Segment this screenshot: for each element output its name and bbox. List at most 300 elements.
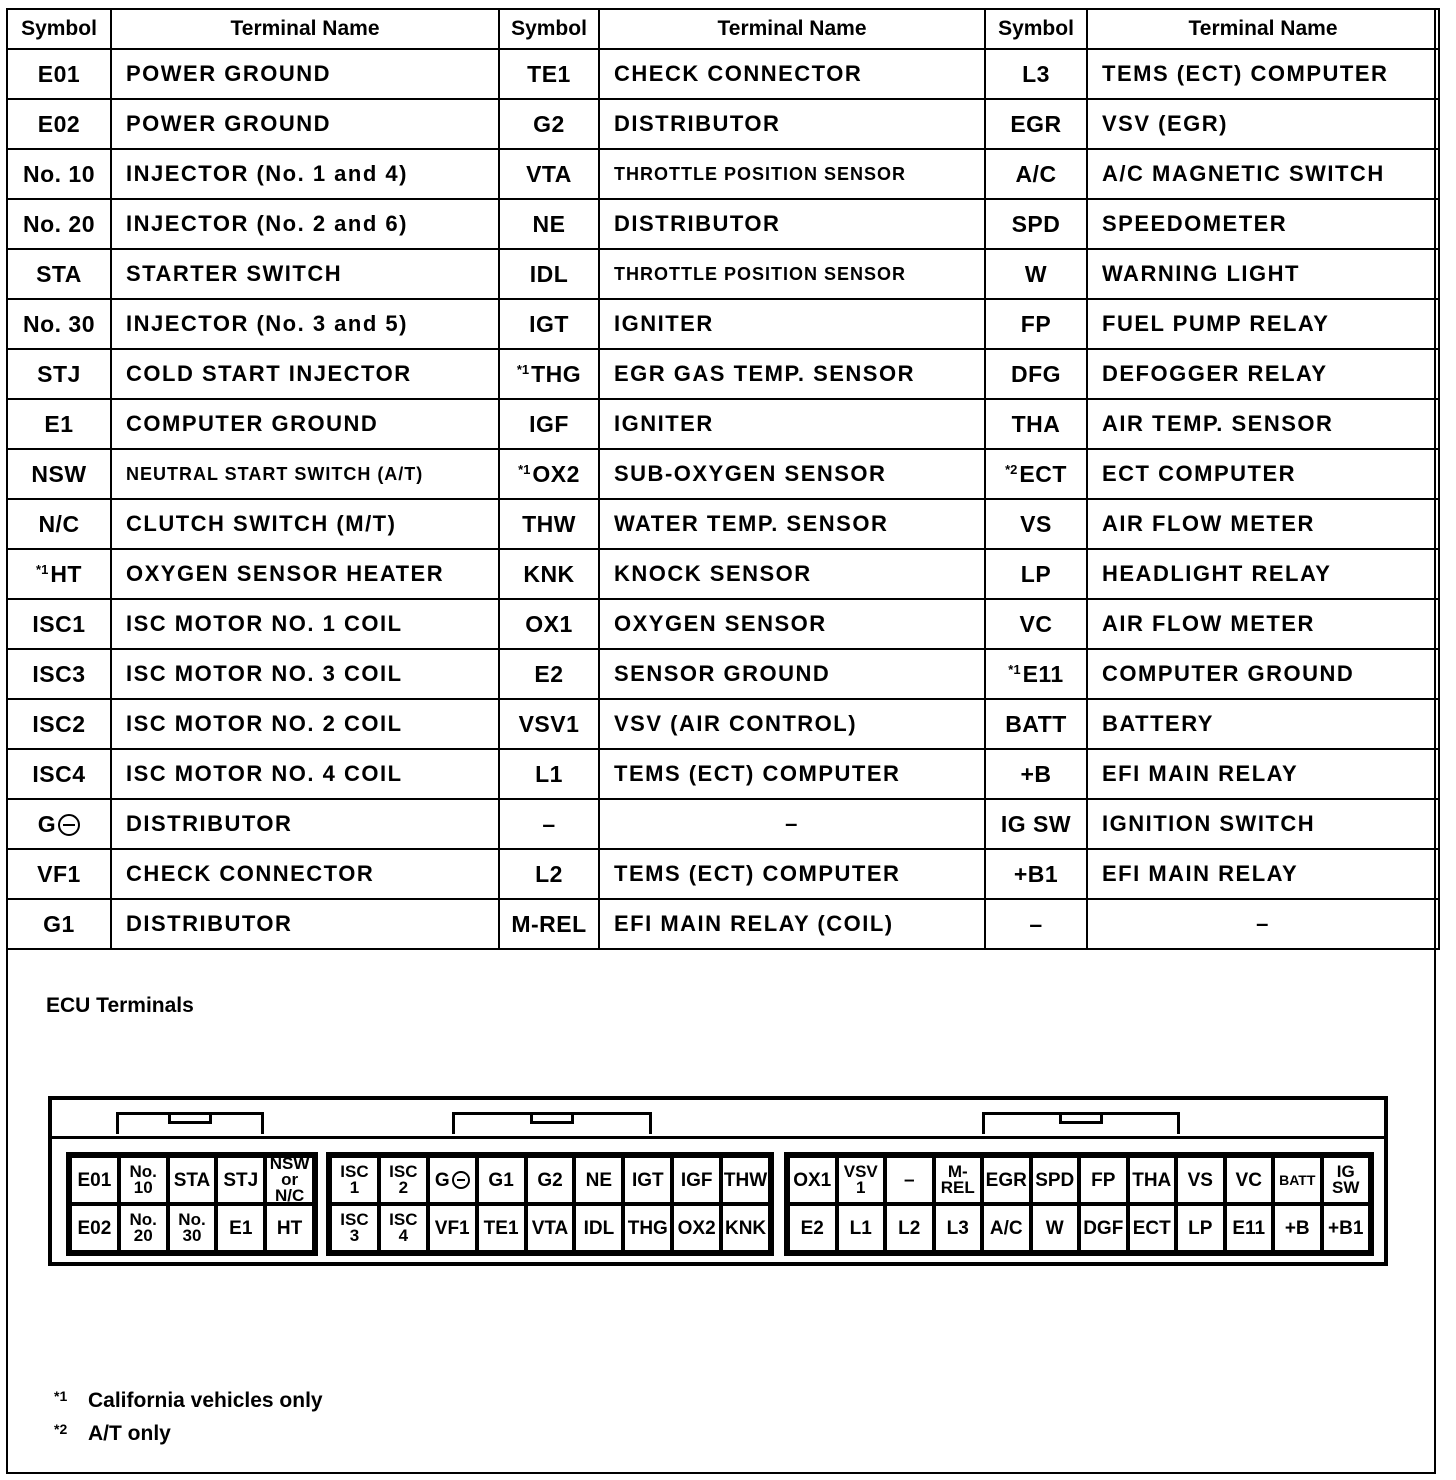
connector-pin [885,1156,934,1204]
terminal-symbol [985,299,1087,349]
terminal-symbol [499,699,599,749]
terminal-name: DISTRIBUTOR [111,899,499,949]
symbol-text: E02 [37,110,81,137]
symbol-text: No. 20 [22,210,96,237]
terminal-name: EFI MAIN RELAY (COIL) [599,899,985,949]
symbol-text: E01 [37,60,81,87]
symbol-text: VC [1019,610,1053,637]
terminal-name-header: Terminal Name [111,9,499,49]
footnote-mark: *2 [54,1421,68,1437]
terminal-symbol [7,249,111,299]
connector-block-3 [784,1152,1374,1256]
symbol-text: G [37,810,57,837]
symbol-text: VTA [526,160,572,187]
terminal-name: NEUTRAL START SWITCH (A/T) [111,449,499,499]
terminal-name: ISC MOTOR NO. 3 COIL [111,649,499,699]
connector-pin [1031,1204,1080,1252]
symbol-text: DFG [1010,360,1062,387]
connector-pin [1176,1156,1225,1204]
symbol-text: W [1024,260,1048,287]
terminal-symbol [7,749,111,799]
terminal-name: A/C MAGNETIC SWITCH [1087,149,1439,199]
symbol-text: TE1 [527,60,571,87]
terminal-name: WATER TEMP. SENSOR [599,499,985,549]
table-row [7,149,1439,199]
connector-pin [885,1204,934,1252]
connector-pin [672,1156,721,1204]
table-row [7,449,1439,499]
table-row [7,799,1439,849]
symbol-text: No. 30 [22,310,96,337]
terminal-symbol [499,299,599,349]
terminal-name: DEFOGGER RELAY [1087,349,1439,399]
terminal-symbol [7,299,111,349]
pin-label: VSV 1 [843,1162,878,1197]
terminal-name: SPEEDOMETER [1087,199,1439,249]
pin-label: VTA [531,1217,569,1239]
terminal-name-header: Terminal Name [599,9,985,49]
terminal-name: CLUTCH SWITCH (M/T) [111,499,499,549]
terminal-symbol [985,449,1087,499]
symbol-text: IGF [529,410,569,437]
symbol-text: IGT [529,310,569,337]
symbol-text: L3 [1022,60,1050,87]
terminal-name: CHECK CONNECTOR [599,49,985,99]
symbol-text: STA [36,260,82,287]
terminal-name: COMPUTER GROUND [111,399,499,449]
terminal-name: – [599,799,985,849]
terminal-symbol [499,549,599,599]
symbol-text: VSV1 [518,710,580,737]
symbol-header: Symbol [7,9,111,49]
pin-label: VS [1187,1169,1213,1191]
symbol-text: No. 10 [22,160,96,187]
terminal-name: OXYGEN SENSOR HEATER [111,549,499,599]
terminal-symbol [499,599,599,649]
terminal-symbol [7,99,111,149]
symbol-text: VF1 [37,860,81,887]
symbol-text: – [542,810,556,837]
footnote-mark: *1 [516,361,530,377]
pin-label: – [903,1169,915,1191]
pin-label: M- REL [940,1162,975,1197]
symbol-text: VS [1020,510,1052,537]
terminal-symbol [7,449,111,499]
symbol-text: NSW [31,460,87,487]
symbol-text: ISC2 [32,710,86,737]
terminal-symbol [985,99,1087,149]
pin-label: IGT [631,1169,664,1191]
pin-label: THA [1132,1169,1172,1191]
pin-label: L3 [946,1217,969,1239]
pin-label: G2 [537,1169,563,1191]
table-row [7,699,1439,749]
circle-minus-icon [58,814,80,836]
terminal-symbol [499,749,599,799]
terminal-name: EFI MAIN RELAY [1087,849,1439,899]
terminal-name: ECT COMPUTER [1087,449,1439,499]
pin-label: E2 [800,1217,824,1239]
terminal-symbol [499,249,599,299]
terminal-name: SENSOR GROUND [599,649,985,699]
connector-pin [1225,1156,1274,1204]
terminal-name: WARNING LIGHT [1087,249,1439,299]
symbol-text: A/C [1015,160,1057,187]
pin-label: No. 10 [129,1162,157,1197]
symbol-text: L1 [535,760,563,787]
connector-pin [934,1156,983,1204]
terminal-symbol [985,349,1087,399]
terminal-name: ISC MOTOR NO. 2 COIL [111,699,499,749]
connector-pin [721,1156,770,1204]
footnote-mark: *1 [518,461,531,477]
table-row [7,249,1439,299]
pin-label: G1 [488,1169,514,1191]
terminal-symbol [499,399,599,449]
pin-label: IDL [583,1217,615,1239]
footnotes [54,1382,323,1448]
pin-label: W [1045,1217,1064,1239]
symbol-text: KNK [523,560,575,587]
footnote-text: California vehicles only [88,1389,323,1412]
terminal-symbol [7,599,111,649]
connector-pin [1079,1156,1128,1204]
terminal-name: AIR FLOW METER [1087,499,1439,549]
terminal-symbol [499,499,599,549]
connector-pin [168,1204,217,1252]
connector-pin [526,1204,575,1252]
pin-label: EGR [985,1169,1027,1191]
connector-pin [216,1156,265,1204]
pin-label: ISC 4 [389,1210,418,1245]
footnote [54,1382,323,1415]
connector-pin [526,1156,575,1204]
table-row [7,599,1439,649]
terminal-symbol [985,199,1087,249]
connector-pin [788,1204,837,1252]
connector-pin [982,1156,1031,1204]
connector-pin [216,1204,265,1252]
terminal-name: CHECK CONNECTOR [111,849,499,899]
footnote-text: A/T only [88,1422,171,1445]
document-page [6,8,1436,1474]
pin-label: ECT [1132,1217,1171,1239]
terminal-name-header: Terminal Name [1087,9,1439,49]
terminal-name: EGR GAS TEMP. SENSOR [599,349,985,399]
terminal-name: TEMS (ECT) COMPUTER [599,749,985,799]
symbol-text: ISC3 [32,660,86,687]
terminal-symbol [499,649,599,699]
connector-pin [330,1156,379,1204]
symbol-text: M-REL [511,910,587,937]
pin-label: KNK [724,1217,767,1239]
diagram-title: ECU Terminals [46,994,194,1017]
connector-pin [119,1204,168,1252]
terminal-symbol [985,149,1087,199]
terminal-name: VSV (EGR) [1087,99,1439,149]
table-row [7,349,1439,399]
symbol-text: OX2 [532,460,580,487]
terminal-symbol [499,99,599,149]
table-row [7,399,1439,449]
terminal-symbol [499,849,599,899]
pin-label: IGF [680,1169,713,1191]
connector-pin [1128,1204,1177,1252]
pin-label: OX1 [793,1169,832,1191]
connector-pin [623,1204,672,1252]
connector-pin [837,1204,886,1252]
terminal-symbol [7,849,111,899]
terminal-name: TEMS (ECT) COMPUTER [599,849,985,899]
terminal-name: IGNITER [599,299,985,349]
terminal-name: FUEL PUMP RELAY [1087,299,1439,349]
terminal-symbol [985,549,1087,599]
symbol-text: E1 [44,410,74,437]
connector-pin [477,1156,526,1204]
terminal-symbol [7,149,111,199]
pin-label: IG SW [1332,1162,1360,1197]
terminal-name: DISTRIBUTOR [599,99,985,149]
pin-label: VF1 [434,1217,470,1239]
connector-pin [168,1156,217,1204]
pin-label: E1 [229,1217,253,1239]
terminal-name: – [1087,899,1439,949]
terminal-symbol [985,599,1087,649]
pin-label: No. 30 [178,1210,206,1245]
connector-pin [379,1204,428,1252]
symbol-text: +B1 [1013,860,1059,887]
symbol-text: G2 [533,110,565,137]
terminal-name: KNOCK SENSOR [599,549,985,599]
pin-label: E02 [77,1217,112,1239]
connector-pin [574,1156,623,1204]
pin-label: L1 [849,1217,872,1239]
footnote-mark: *1 [1008,661,1021,677]
connector-pin [1031,1156,1080,1204]
terminal-name: IGNITER [599,399,985,449]
table-row [7,749,1439,799]
terminal-symbol [7,49,111,99]
pin-label: LP [1188,1217,1213,1239]
symbol-text: IG SW [1000,810,1072,837]
symbol-text: L2 [535,860,563,887]
pin-label: VC [1235,1169,1262,1191]
connector-pin [265,1156,314,1204]
symbol-text: E11 [1022,660,1064,687]
pin-label: SPD [1035,1169,1075,1191]
terminal-name: THROTTLE POSITION SENSOR [599,149,985,199]
table-row [7,849,1439,899]
pin-label: NE [585,1169,613,1191]
terminal-symbol [7,649,111,699]
connector-pin [721,1204,770,1252]
pin-label: L2 [898,1217,921,1239]
table-row [7,899,1439,949]
pin-label: NSW or N/C [269,1156,310,1204]
connector-pin [70,1204,119,1252]
table-row [7,499,1439,549]
symbol-text: STJ [37,360,81,387]
pin-label: FP [1091,1169,1116,1191]
terminal-symbol [7,349,111,399]
terminal-symbol [499,349,599,399]
terminal-symbol [985,49,1087,99]
terminal-symbol [499,449,599,499]
symbol-text: – [1029,910,1043,937]
terminal-name: SUB-OXYGEN SENSOR [599,449,985,499]
terminal-symbol [985,749,1087,799]
terminal-symbol [7,549,111,599]
pin-label: THW [723,1169,768,1191]
terminal-symbol [985,799,1087,849]
symbol-text: LP [1020,560,1052,587]
terminal-name: HEADLIGHT RELAY [1087,549,1439,599]
connector-pin [1079,1204,1128,1252]
terminal-name: DISTRIBUTOR [111,799,499,849]
connector-pin [574,1204,623,1252]
connector-pin [428,1156,477,1204]
pin-label: E01 [77,1169,112,1191]
symbol-text: THG [531,360,582,387]
symbol-text: OX1 [525,610,573,637]
terminal-name: STARTER SWITCH [111,249,499,299]
connector-pin [672,1204,721,1252]
pin-label: ISC 1 [340,1162,369,1197]
terminal-name: AIR TEMP. SENSOR [1087,399,1439,449]
terminal-table [6,8,1440,950]
pin-label: BATT [1279,1171,1316,1188]
terminal-symbol [985,699,1087,749]
terminal-name: COMPUTER GROUND [1087,649,1439,699]
symbol-text: ECT [1019,460,1067,487]
terminal-symbol [985,849,1087,899]
pin-label: DGF [1083,1217,1124,1239]
terminal-symbol [7,499,111,549]
terminal-name: OXYGEN SENSOR [599,599,985,649]
connector-pin [1273,1204,1322,1252]
pin-label: +B [1284,1217,1310,1239]
connector-pin [1176,1204,1225,1252]
pin-label: ISC 3 [340,1210,369,1245]
terminal-symbol [7,199,111,249]
connector-rail [52,1136,1384,1139]
connector-pin [623,1156,672,1204]
pin-label: A/C [989,1217,1023,1239]
terminal-symbol [985,249,1087,299]
symbol-text: G1 [43,910,75,937]
symbol-text: THA [1011,410,1061,437]
pin-label: ISC 2 [389,1162,418,1197]
table-row [7,49,1439,99]
pin-label: STJ [223,1169,259,1191]
pin-label: No. 20 [129,1210,157,1245]
terminal-name: EFI MAIN RELAY [1087,749,1439,799]
connector-pin [70,1156,119,1204]
table-row [7,99,1439,149]
symbol-text: BATT [1005,710,1067,737]
terminal-name: POWER GROUND [111,99,499,149]
terminal-name: ISC MOTOR NO. 1 COIL [111,599,499,649]
symbol-header: Symbol [985,9,1087,49]
terminal-symbol [7,799,111,849]
symbol-text: THW [522,510,576,537]
symbol-text: N/C [38,510,80,537]
terminal-symbol [7,399,111,449]
connector-pin [1322,1156,1371,1204]
symbol-text: ISC4 [32,760,86,787]
terminal-symbol [7,899,111,949]
connector-pin [428,1204,477,1252]
terminal-symbol [985,399,1087,449]
symbol-text: EGR [1010,110,1062,137]
terminal-name: COLD START INJECTOR [111,349,499,399]
symbol-text: SPD [1011,210,1061,237]
symbol-text: E2 [534,660,564,687]
terminal-symbol [985,899,1087,949]
symbol-text: NE [532,210,566,237]
terminal-name: INJECTOR (No. 2 and 6) [111,199,499,249]
symbol-text: FP [1020,310,1052,337]
terminal-symbol [499,49,599,99]
terminal-symbol [499,899,599,949]
footnote-mark: *2 [1005,461,1018,477]
table-row [7,199,1439,249]
terminal-name: VSV (AIR CONTROL) [599,699,985,749]
connector-pin [119,1156,168,1204]
pin-label: OX2 [677,1217,716,1239]
pin-label: THG [627,1217,668,1239]
connector-pin [379,1156,428,1204]
connector-pin [837,1156,886,1204]
connector-pin [934,1204,983,1252]
pin-label: TE1 [483,1217,519,1239]
pin-label: E11 [1232,1217,1266,1239]
terminal-symbol [985,649,1087,699]
symbol-text: IDL [529,260,569,287]
connector-latch [982,1112,1180,1134]
symbol-text: HT [50,560,82,587]
terminal-symbol [499,149,599,199]
connector-block-2 [326,1152,774,1256]
symbol-header: Symbol [499,9,599,49]
pin-label: G [434,1169,450,1191]
table-row [7,299,1439,349]
terminal-name: POWER GROUND [111,49,499,99]
symbol-text: ISC1 [32,610,86,637]
connector-latch [116,1112,264,1134]
connector-pin [982,1204,1031,1252]
connector-pin [265,1204,314,1252]
terminal-name: INJECTOR (No. 3 and 5) [111,299,499,349]
terminal-symbol [499,199,599,249]
terminal-name: IGNITION SWITCH [1087,799,1439,849]
terminal-symbol [499,799,599,849]
terminal-name: AIR FLOW METER [1087,599,1439,649]
footnote-mark: *1 [54,1388,68,1404]
pin-label: HT [276,1217,303,1239]
circle-minus-icon [452,1171,470,1189]
table-row [7,549,1439,599]
terminal-name: DISTRIBUTOR [599,199,985,249]
symbol-text: +B [1020,760,1052,787]
terminal-name: TEMS (ECT) COMPUTER [1087,49,1439,99]
connector-pin [477,1204,526,1252]
connector-pin [330,1204,379,1252]
terminal-name: BATTERY [1087,699,1439,749]
connector-pin [1225,1204,1274,1252]
connector-block-1 [66,1152,318,1256]
table-header-row [7,9,1439,49]
